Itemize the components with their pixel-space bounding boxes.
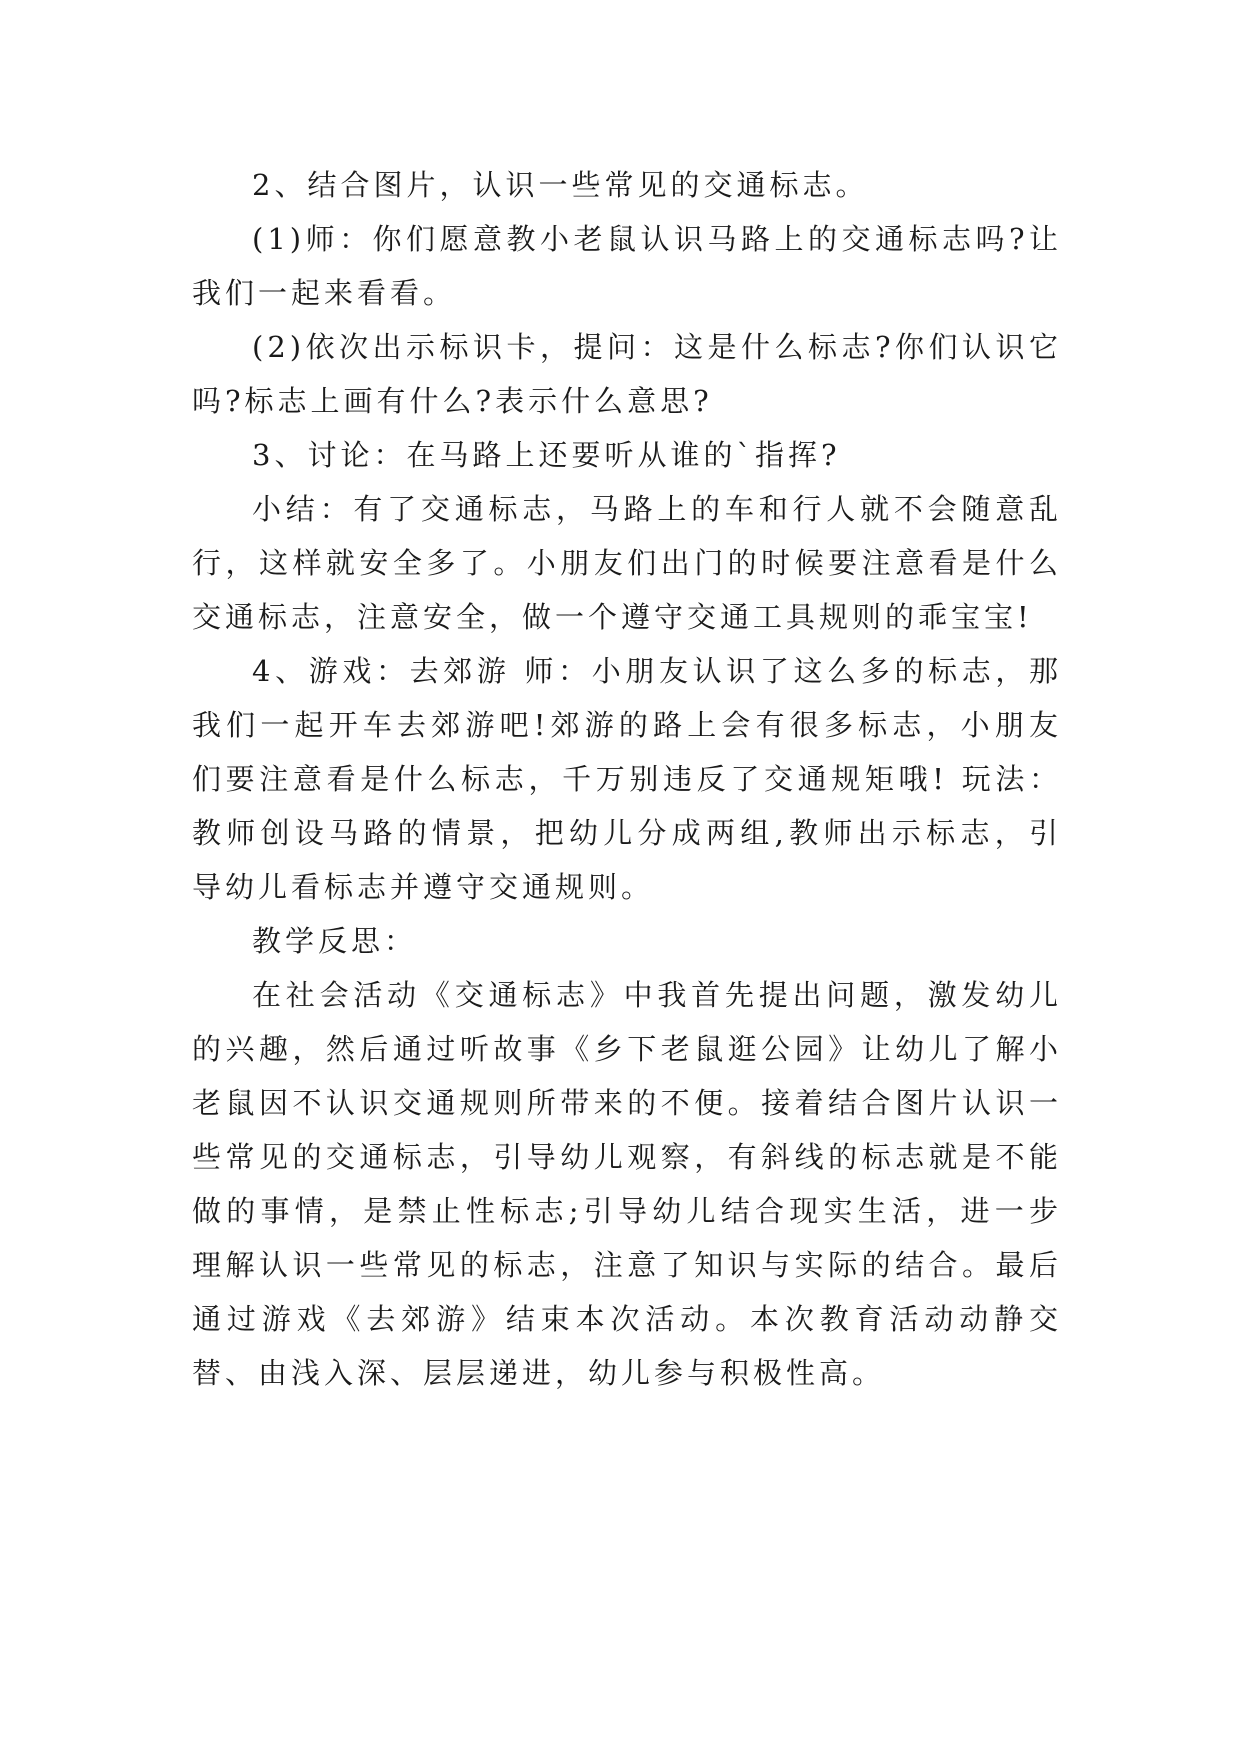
document-body bbox=[192, 158, 1062, 1400]
paragraph-reflection-body: 在社会活动《交通标志》中我首先提出问题，激发幼儿的兴趣，然后通过听故事《乡下老鼠逛公园》让幼儿了解小老鼠因不认识交通规则所带来的不便。接着结合图片认识一些常见的交通标志，引导幼儿观察，有斜线的标志就是不能做的事情，是禁止性标志;引导幼儿结合现实生活，进一步理解认识一些常见的标志，注意了知识与实际的结合。最后通过游戏《去郊游》结束本次活动。本次教育活动动静交替、由浅入深、层层递进，幼儿参与积极性高。 bbox=[192, 978, 1062, 1390]
paragraph-step-3: 3、讨论：在马路上还要听从谁的`指挥? bbox=[252, 438, 841, 472]
paragraph-reflection-heading: 教学反思： bbox=[252, 924, 418, 958]
paragraph-step-2: 2、结合图片，认识一些常见的交通标志。 bbox=[252, 168, 869, 202]
paragraph-step-4-game: 4、游戏：去郊游 师：小朋友认识了这么多的标志，那我们一起开车去郊游吧!郊游的路上会有很多标志，小朋友们要注意看是什么标志，千万别违反了交通规矩哦! 玩法：教师创设马路的情景，把幼儿分成两组,教师出示标志，引导幼儿看标志并遵守交通规则。 bbox=[192, 654, 1062, 904]
paragraph-step-2-1: (1)师：你们愿意教小老鼠认识马路上的交通标志吗?让我们一起来看看。 bbox=[192, 222, 1062, 310]
paragraph-step-2-2: (2)依次出示标识卡，提问：这是什么标志?你们认识它吗?标志上画有什么?表示什么意思? bbox=[192, 330, 1062, 418]
paragraph-summary: 小结：有了交通标志，马路上的车和行人就不会随意乱行，这样就安全多了。小朋友们出门的时候要注意看是什么交通标志，注意安全，做一个遵守交通工具规则的乖宝宝! bbox=[192, 492, 1062, 634]
